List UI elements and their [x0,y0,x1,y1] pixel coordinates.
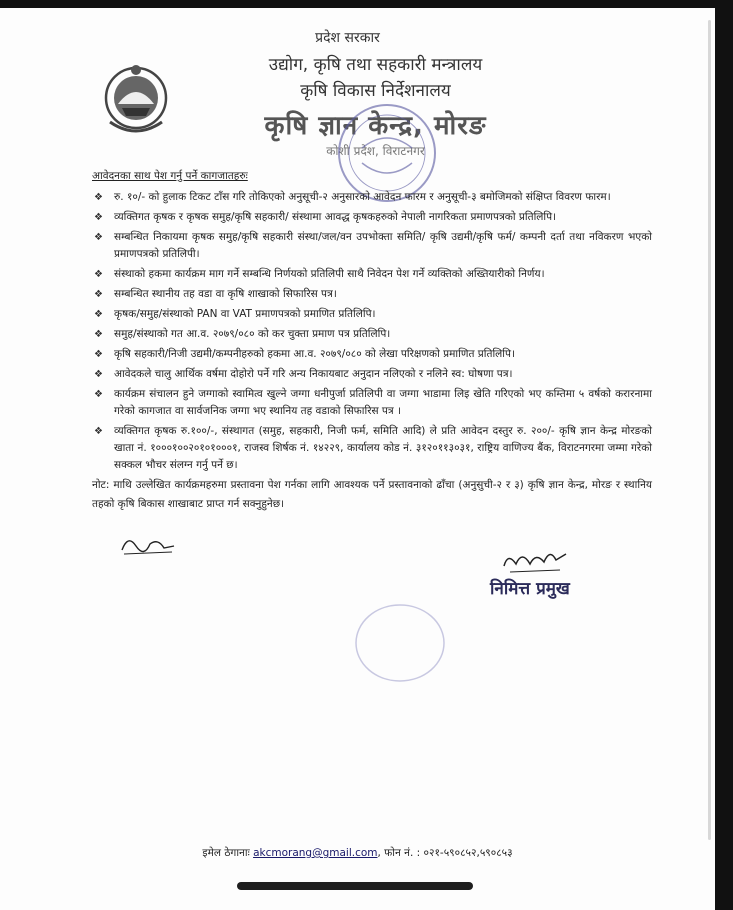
list-item: ❖ कृषि सहकारी/निजी उद्यमी/कम्पनीहरुको हकमा आ.व. २०७९/०८० को लेखा परिक्षणको प्रमाणित प्रतिलिपि। [92,346,652,363]
faded-stamp-icon [350,598,450,688]
diamond-bullet-icon: ❖ [94,329,103,340]
diamond-bullet-icon: ❖ [94,349,103,360]
requirements-heading: आवेदनका साथ पेश गर्नु पर्ने कागजातहरुः [92,170,248,182]
diamond-bullet-icon: ❖ [94,389,103,400]
header-office: कृषि ज्ञान केन्द्र, मोरङ [264,111,487,141]
diamond-bullet-icon: ❖ [94,192,103,203]
diamond-bullet-icon: ❖ [94,289,103,300]
list-item: ❖ सम्बन्धित निकायमा कृषक समुह/कृषि सहकारी संस्था/जल/वन उपभोक्ता समिति/ कृषि उद्यमी/कृषि फर्म/ कम्पनी दर्ता तथा नविकरण भएको प्रमाणपत्रको प्रतिलिपी। [94,231,652,260]
list-item: ❖ सम्बन्धित स्थानीय तह वडा वा कृषि शाखाको सिफारिस पत्र। [92,286,652,303]
diamond-bullet-icon: ❖ [94,269,103,280]
phone-number: ०२१-५९०८५२,५९०८५३ [423,847,513,859]
list-item: ❖ संस्थाको हकमा कार्यक्रम माग गर्ने सम्बन्धि निर्णयको प्रतिलिपी साथै निवेदन पेश गर्ने व्यक्तिको अख्तियारीको निर्णय। [92,266,652,283]
signature-initials-icon [118,530,178,560]
header-address: कोशी प्रदेश, विराटनगर [326,144,425,158]
footer-contact [0,846,715,860]
device-frame-right [715,0,733,910]
diamond-bullet-icon: ❖ [94,309,103,320]
diamond-bullet-icon: ❖ [94,426,103,437]
note-paragraph: नोट: माथि उल्लेखित कार्यक्रमहरुमा प्रस्तावना पेश गर्नका लागि आवश्यक पर्ने प्रस्तावनाको ढाँचा (अनुसुची-२ र ३) कृषि ज्ञान केन्द्र, मोरङ र स्थानिय तहको कृषि बिकास शाखाबाट प्राप्त गर्न सक्नुहुनेछ। [92,479,652,510]
header-province: प्रदेश सरकार [315,30,380,46]
email-label: इमेल ठेगानाः [202,847,250,859]
phone-label: , फोन नं. : [377,847,421,859]
list-item: ❖ समुह/संस्थाको गत आ.व. २०७९/०८० को कर चुक्ता प्रमाण पत्र प्रतिलिपि। [92,326,652,343]
letterhead [0,8,715,168]
diamond-bullet-icon: ❖ [94,212,103,223]
header-ministry: उद्योग, कृषि तथा सहकारी मन्त्रालय [268,55,483,75]
header-directorate: कृषि विकास निर्देशनालय [300,81,451,101]
list-item: ❖ आवेदकले चालु आर्थिक वर्षमा दोहोरो पर्ने गरि अन्य निकायबाट अनुदान नलिएको र नलिने स्व: घोषणा पत्र। [92,366,652,383]
list-item: ❖ रु. १०/- को हुलाक टिकट टाँस गरि तोकिएको अनुसूची-२ अनुसारको आवेदन फारम र अनुसूची-३ बमोजिमको संक्षिप्त विवरण फारम। [92,189,652,206]
list-item: ❖ कार्यक्रम संचालन हुने जग्गाको स्वामित्व खुल्ने जग्गा धनीपुर्जा प्रतिलिपी वा जग्गा भाडामा लिइ खेति गरिएको भए कम्तिमा ५ वर्षको करारनामा गरेको कागजात वा सार्वजनिक जग्गा भए स्थानिय तह वडाको सिफारिस पत्र । [94,388,652,417]
diamond-bullet-icon: ❖ [94,369,103,380]
list-item: ❖ व्यक्तिगत कृषक र कृषक समुह/कृषि सहकारी/ संस्थामा आवद्ध कृषकहरुको नेपाली नागरिकता प्रमाणपत्रको प्रतिलिपि। [92,209,652,226]
device-frame-top [0,0,733,8]
list-item: ❖ व्यक्तिगत कृषक रु.१००/-, संस्थागत (समुह, सहकारी, निजी फर्म, समिति आदि) ले प्रति आवेदन दस्तुर रु. २००/- कृषि ज्ञान केन्द्र मोरङको खाता नं. १०००१००२०१०१०००१, राजस्व शिर्षक नं. १४२२९, कार्यालय कोड नं. ३१२०११३०३१, राष्ट्रिय वाणिज्य बैंक, विराटनगरमा जम्मा गरेको सक्कल भौचर संलग्न गर्नु पर्ने छ। [94,425,652,471]
email-link[interactable]: akcmorang@gmail.com [253,847,378,859]
signatory-title: निमित्त प्रमुख [490,579,570,599]
requirements-section [92,168,652,477]
list-item: ❖ कृषक/समुह/संस्थाको PAN वा VAT प्रमाणपत्रको प्रमाणित प्रतिलिपि। [92,306,652,323]
signature-icon [500,542,570,578]
diamond-bullet-icon: ❖ [94,232,103,243]
home-indicator[interactable] [237,882,473,890]
document-page[interactable] [0,8,715,910]
